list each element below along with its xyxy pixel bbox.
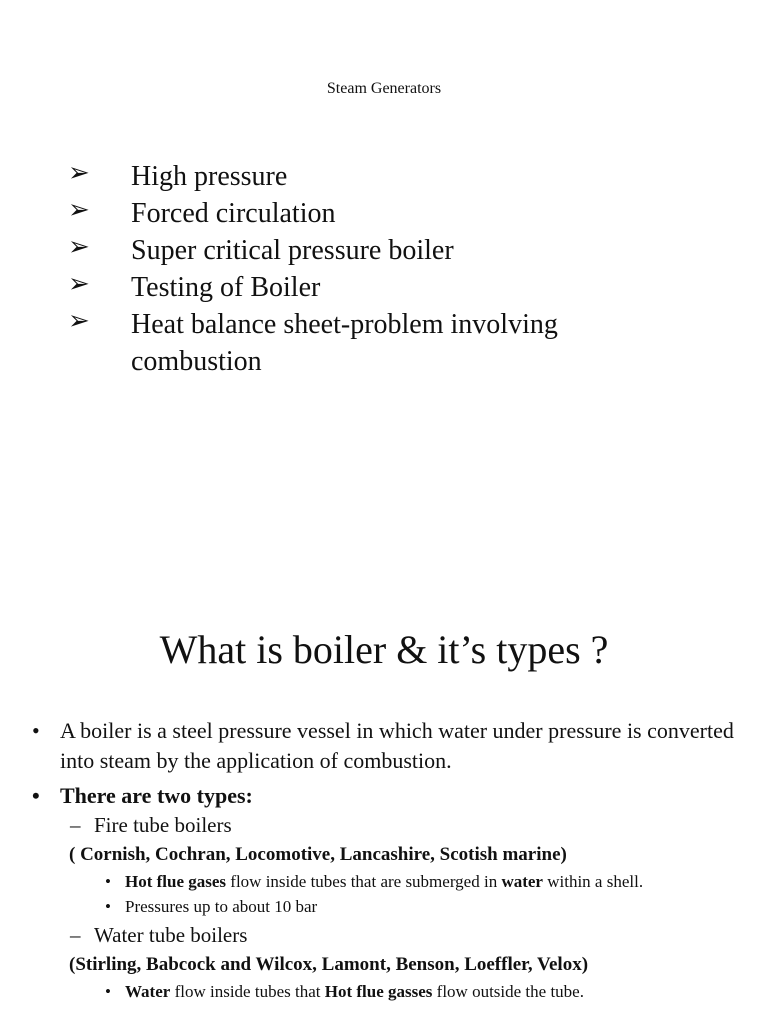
bullet-icon: •: [105, 897, 111, 916]
arrow-bullet-icon: ➢: [68, 232, 90, 261]
arrow-bullet-icon: ➢: [68, 158, 90, 187]
bullet-icon: •: [32, 718, 40, 743]
types-block: [32, 783, 742, 1002]
arrow-bullet-icon: ➢: [68, 269, 90, 298]
fire-tube-bullet-1: • Hot flue gases flow inside tubes that are submerged in water within a shell.: [105, 872, 644, 891]
fire-tube-examples: ( Cornish, Cochran, Locomotive, Lancashire, Scotish marine): [69, 844, 567, 865]
types-label-row: • There are two types:: [32, 783, 253, 808]
water-tube-bullet-1: • Water flow inside tubes that Hot flue gasses flow outside the tube.: [105, 982, 584, 1001]
fire-tube-bullet-2: • Pressures up to about 10 bar: [105, 897, 318, 916]
list-item: ➢ High pressure: [68, 158, 288, 192]
dash-icon: –: [70, 813, 81, 837]
arrow-bullet-icon: ➢: [68, 195, 90, 224]
list-item: ➢ Heat balance sheet-problem involving combustion: [68, 306, 558, 377]
bullet-icon: •: [105, 872, 111, 891]
definition-paragraph: • A boiler is a steel pressure vessel in which water under pressure is converted into steam by the application of combustion.: [32, 718, 734, 773]
list-item: ➢ Super critical pressure boiler: [68, 232, 454, 266]
bullet-icon: •: [105, 982, 111, 1001]
fire-tube-label-row: – Fire tube boilers: [70, 813, 232, 837]
topic-list: [68, 158, 651, 380]
water-tube-examples: (Stirling, Babcock and Wilcox, Lamont, Benson, Loeffler, Velox): [69, 954, 589, 975]
list-item: ➢ Forced circulation: [68, 195, 336, 229]
water-tube-label-row: – Water tube boilers: [70, 923, 248, 947]
arrow-bullet-icon: ➢: [68, 306, 90, 335]
section-heading: What is boiler & it’s types ?: [159, 627, 609, 672]
dash-icon: –: [70, 923, 81, 947]
water-tube-section: [70, 923, 742, 1002]
bullet-icon: •: [32, 783, 40, 808]
fire-tube-section: [70, 813, 742, 917]
list-item: ➢ Testing of Boiler: [68, 269, 321, 303]
page-title: Steam Generators: [326, 80, 442, 97]
